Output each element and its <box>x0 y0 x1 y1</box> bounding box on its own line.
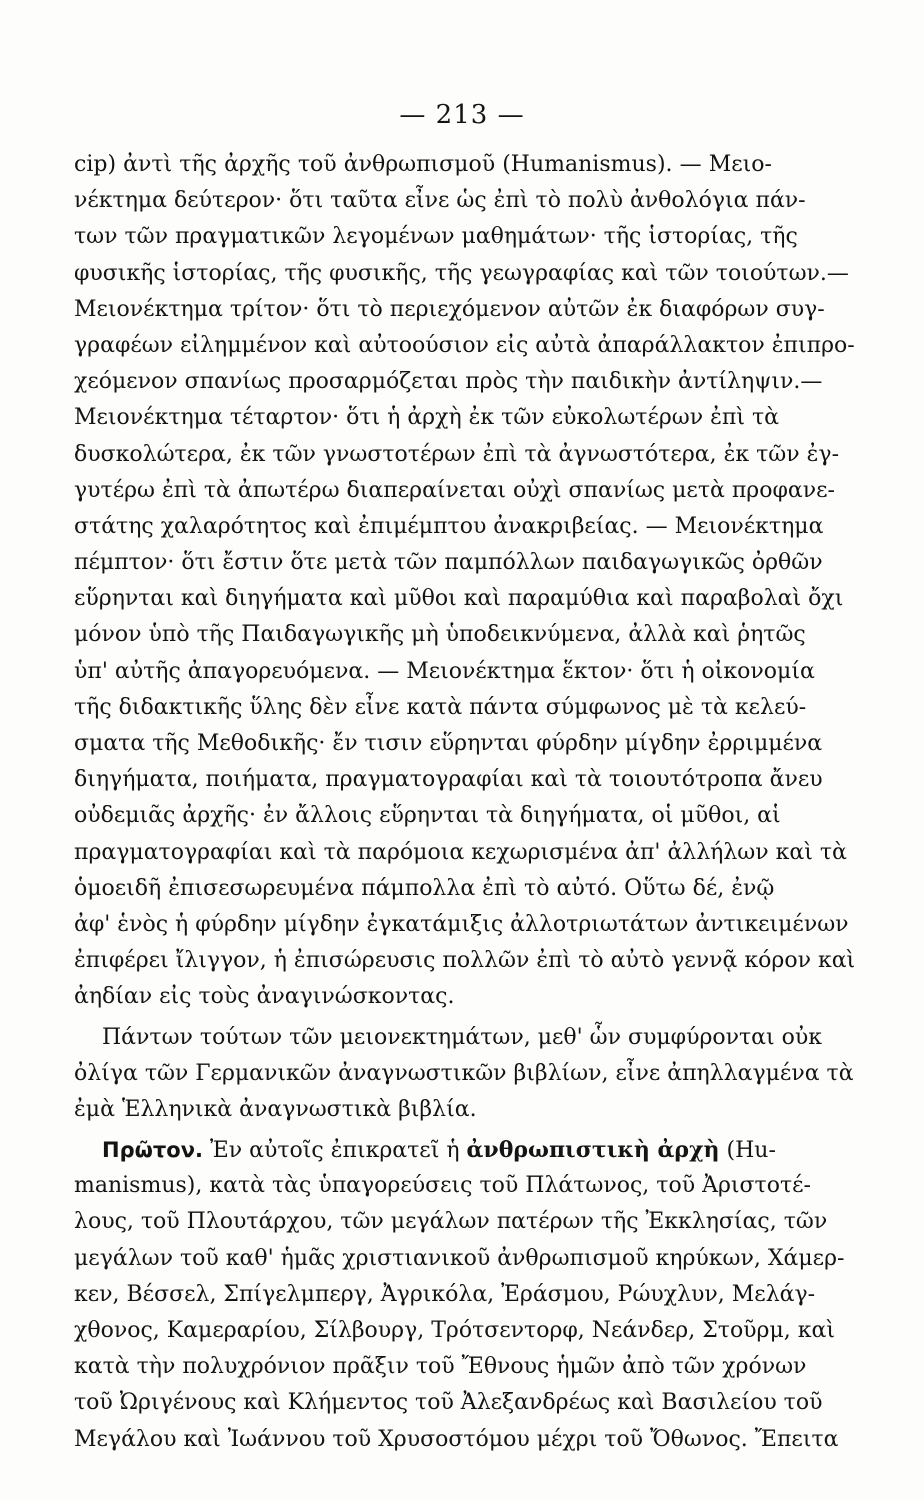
text-line: λους, τοῦ Πλουτάρχου, τῶν μεγάλων πατέρων τῆς Ἐκκλησίας, τῶν <box>74 1209 828 1235</box>
text-line: ὁμοειδῆ ἐπισεσωρευμένα πάμπολλα ἐπὶ τὸ αὐτό. Οὕτω δέ, ἐνῷ <box>74 875 775 901</box>
text-line: γραφέων εἰλημμένον καὶ αὐτοούσιον εἰς αὐτὰ ἀπαράλλακτον ἐπιπρο- <box>74 332 855 358</box>
page-number: — 213 — <box>399 100 525 130</box>
text-line: πραγματογραφίαι καὶ τὰ παρόμοια κεχωρισμένα ἀπ' ἀλλήλων καὶ τὰ <box>74 839 847 865</box>
text-line: κατὰ τὴν πολυχρόνιον πρᾶξιν τοῦ Ἔθνους ἡμῶν ἀπὸ τῶν χρόνων <box>74 1354 807 1380</box>
paragraph-3 <box>74 1132 845 1458</box>
text-line: Μεγάλου καὶ Ἰωάννου τοῦ Χρυσοστόμου μέχρι τοῦ Ὄθωνος. Ἔπειτα <box>74 1426 839 1452</box>
text-line: πέμπτον· ὅτι ἔστιν ὅτε μετὰ τῶν παμπόλλων παιδαγωγικῶς ὀρθῶν <box>74 550 823 576</box>
text-line: νέκτημα δεύτερον· ὅτι ταῦτα εἶνε ὡς ἐπὶ τὸ πολὺ ἀνθολόγια πάν- <box>74 188 806 214</box>
text-line: χθονος, Καμεραρίου, Σίλβουργ, Τρότσεντορφ, Νεάνδερ, Στοῦρμ, καὶ <box>74 1318 836 1343</box>
paragraph-3-first-line <box>74 1132 776 1168</box>
text-line: εὕρηνται καὶ διηγήματα καὶ μῦθοι καὶ παραμύθια καὶ παραβολαὶ ὄχι <box>74 586 844 612</box>
text-line: οὐδεμιᾶς ἀρχῆς· ἐν ἄλλοις εὕρηνται τὰ διηγήματα, οἱ μῦθοι, αἱ <box>74 803 781 829</box>
text-line: ἀηδίαν εἰς τοὺς ἀναγινώσκοντας. <box>74 984 455 1010</box>
first-line-text: Ἐν αὐτοῖς ἐπικρατεῖ ἡ <box>202 1138 467 1164</box>
text-line: manismus), κατὰ τὰς ὑπαγορεύσεις τοῦ Πλάτωνος, τοῦ Ἀριστοτέ- <box>74 1173 811 1199</box>
text-line: τοῦ Ὠριγένους καὶ Κλήμεντος τοῦ Ἀλεξανδρέως καὶ Βασιλείου τοῦ <box>74 1390 823 1416</box>
text-line: μόνον ὑπὸ τῆς Παιδαγωγικῆς μὴ ὑποδεικνύμενα, ἀλλὰ καὶ ῥητῶς <box>74 622 806 648</box>
text-line: ἐμὰ Ἑλληνικὰ ἀναγνωστικὰ βιβλία. <box>74 1096 477 1122</box>
text-line: Πάντων τούτων τῶν μειονεκτημάτων, μεθ' ὧν συμφύρονται οὐκ <box>102 1024 823 1050</box>
text-line: γυτέρω ἐπὶ τὰ ἀπωτέρω διαπεραίνεται οὐχὶ σπανίως μετὰ προφανε- <box>74 477 835 503</box>
text-line: φυσικῆς ἱστορίας, τῆς φυσικῆς, τῆς γεωγραφίας καὶ τῶν τοιούτων.— <box>74 260 849 286</box>
paragraph-1 <box>74 147 856 1016</box>
text-line: μεγάλων τοῦ καθ' ἡμᾶς χριστιανικοῦ ἀνθρωπισμοῦ κηρύκων, Χάμερ- <box>74 1245 845 1271</box>
text-line: ὑπ' αὐτῆς ἀπαγορευόμενα. — Μειονέκτημα ἕκτον· ὅτι ἡ οἰκονομία <box>74 658 815 684</box>
text-line: κεν, Βέσσελ, Σπίγελμπεργ, Ἀγρικόλα, Ἐράσμου, Ρώυχλυν, Μελάγ- <box>74 1281 816 1307</box>
first-line-end: (Hu- <box>719 1138 776 1164</box>
text-line: cip) ἀντὶ τῆς ἀρχῆς τοῦ ἀνθρωπισμοῦ (Humanismus). — Μειο- <box>74 152 772 177</box>
text-line: ἀφ' ἑνὸς ἡ φύρδην μίγδην ἐγκατάμιξις ἀλλοτριωτάτων ἀντικειμένων <box>74 911 849 937</box>
paragraph-2 <box>74 1020 854 1129</box>
text-line: ὀλίγα τῶν Γερμανικῶν ἀναγνωστικῶν βιβλίων, εἶνε ἀπηλλαγμένα τὰ <box>74 1060 854 1086</box>
text-line: σματα τῆς Μεθοδικῆς· ἔν τισιν εὕρηνται φύρδην μίγδην ἐρριμμένα <box>74 731 823 756</box>
text-line: Μειονέκτημα τρίτον· ὅτι τὸ περιεχόμενον αὐτῶν ἐκ διαφόρων συγ- <box>74 296 825 322</box>
text-line: δυσκολώτερα, ἐκ τῶν γνωστοτέρων ἐπὶ τὰ ἀγνωστότερα, ἐκ τῶν ἐγ- <box>74 441 840 467</box>
text-line: Μειονέκτημα τέταρτον· ὅτι ἡ ἀρχὴ ἐκ τῶν εὐκολωτέρων ἐπὶ τὰ <box>74 405 780 431</box>
text-line: διηγήματα, ποιήματα, πραγματογραφίαι καὶ τὰ τοιουτότροπα ἄνευ <box>74 767 823 793</box>
text-line: στάτης χαλαρότητος καὶ ἐπιμέμπτου ἀνακριβείας. — Μειονέκτημα <box>74 513 824 539</box>
bold-term: ἀνθρωπιστικὴ ἀρχὴ <box>466 1137 720 1164</box>
text-line: των τῶν πραγματικῶν λεγομένων μαθημάτων· τῆς ἱστορίας, τῆς <box>74 224 798 250</box>
text-line: τῆς διδακτικῆς ὕλης δὲν εἶνε κατὰ πάντα σύμφωνος μὲ τὰ κελεύ- <box>74 694 807 720</box>
section-lead: Πρῶτον. <box>102 1138 203 1163</box>
text-line: ἐπιφέρει ἴλιγγον, ἡ ἐπισώρευσις πολλῶν ἐπὶ τὸ αὐτὸ γεννᾷ κόρον καὶ <box>74 948 856 974</box>
text-line: χεόμενον σπανίως προσαρμόζεται πρὸς τὴν παιδικὴν ἀντίληψιν.— <box>74 369 823 395</box>
body-text <box>74 147 856 1458</box>
